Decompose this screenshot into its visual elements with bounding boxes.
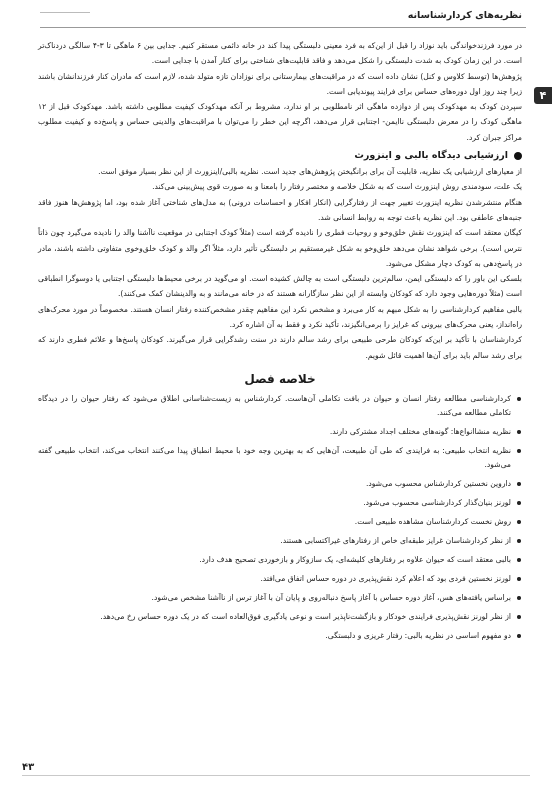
bullet-icon [517,501,521,505]
bullet-icon [517,539,521,543]
summary-item-text: لورنز نخستین فردی بود که اعلام کرد نقش‌پذیری در دوره حساس اتفاق می‌افتد. [260,574,511,584]
summary-item [38,629,522,643]
summary-item [38,496,522,510]
paragraph: در مورد فرزندخواندگی باید نوزاد را قبل از این‌که به فرد معینی دلبستگی پیدا کند در خانه دائمی مستقر کنیم. جدایی بین ۶ ماهگی تا ۳-۴ سالگی دردناک‌تر است. در این زمان کودک به شدت دلبستگی را شکل می‌دهد و فاقد قابلیت‌های شناختی برای کنار آمدن با جدایی است. [38,41,522,66]
summary-item-text: از نظر لورنز نقش‌پذیری فرایندی خودکار و بازگشت‌ناپذیر است و نوعی یادگیری فوق‌العاده است که در یک دوره حساس رخ می‌دهد. [100,612,511,622]
bullet-icon [517,615,521,619]
summary-item [38,425,522,439]
summary-item [38,610,522,624]
summary-item-text: نظریه انتخاب طبیعی: به فرایندی که طی آن طبیعت، آن‌هایی که به بهترین وجه خود با محیط انطباق پیدا می‌کنند انتخاب می‌کند، انتخاب طبیعی گفته می‌شود. [38,446,511,470]
bullet-icon [514,152,522,160]
summary-item [38,392,522,420]
summary-item-text: لورنز بنیان‌گذار کردارشناسی محسوب می‌شود. [363,498,511,508]
section-paragraph: یک علت، سودمندی روش اینزورث است که به شکل خلاصه و مختصر رفتار را بامعنا و به صورت قوی پیش‌بینی می‌کند. [152,182,522,192]
footer-rule [22,775,530,776]
summary-item [38,477,522,491]
bullet-icon [517,482,521,486]
summary-list [38,392,522,644]
bullet-icon [517,558,521,562]
running-head-title: نظریه‌های کردارشناسانه [407,10,522,21]
page-number: ۴۳ [22,762,35,773]
page-header [0,0,552,30]
summary-item-text: داروین نخستین کردارشناس محسوب می‌شود. [365,479,511,489]
summary-item-text: از نظر کردارشناسان غرایز طبقه‌ای خاص از رفتارهای غیراکتسابی هستند. [280,536,511,546]
summary-item-text: بالبی معتقد است که حیوان علاوه بر رفتارهای کلیشه‌ای، یک سازوکار و بازخوردی تصحیح هدف دارد. [199,555,511,565]
summary-item-text: دو مفهوم اساسی در نظریه بالبی: رفتار غریزی و دلبستگی. [325,631,511,641]
page-content [38,38,522,648]
section-paragraph: بالبی مفاهیم کردارشناسی را به شکل مبهم به کار می‌برد و مشخص نکرد این مفاهیم چقدر مشخص‌کننده رفتار انسان هستند. مخصوصاً در مورد محرک‌های راه‌انداز، یعنی محرک‌های بیرونی که غرایز را برمی‌انگیزند، تأکید نکرد و فقط به آن اشاره کرد. [38,304,522,330]
summary-item [38,572,522,586]
section-paragraph: بلسکی این باور را که دلبستگی ایمن، سالم‌ترین دلبستگی است به چالش کشیده است. او می‌گوید در برخی محیط‌ها دلبستگی اجتنابی یا دوسوگرا انطباقی است (مثلاً دوره‌هایی وجود دارد که کودکان وابسته از این نظر سازگارانه هستند که در خانه می‌مانند و به والدینشان کمک می‌کنند). [38,274,522,299]
bullet-icon [517,520,521,524]
section-heading: ارزشیابی دیدگاه بالبی و اینزورث [354,150,508,162]
section-paragraph: هنگام منتشرشدن نظریه اینزورث تغییر جهت از رفتارگرایی (انکار افکار و احساسات درونی) به مدل‌های شناختی آغاز شده بود، اما پژوهش‌ها هنوز فاقد جنبه‌های عاطفی بود. این نظریه باعث توجه به روابط انسانی شد. [38,197,522,222]
summary-item-text: کردارشناسی مطالعه رفتار انسان و حیوان در بافت تکاملی آن‌هاست. کردارشناس به زیست‌شناسانی اطلاق می‌شود که رفتار حیوان را در دیدگاه تکاملی مطالعه می‌کنند. [38,393,511,418]
summary-item [38,553,522,567]
section-paragraph: کیگان معتقد است که اینزورث نقش خلق‌وخو و روحیات فطری را نادیده گرفته است (مثلاً کودک اجتنابی در موقعیت ناآشنا والد را نادیده می‌گیرد چون ذاتاً نترس است). برخی شواهد نشان می‌دهد خلق‌وخو به شکل غیرمستقیم بر دلبستگی تأثیر دارد، مثلاً اگر والد و کودک خلق‌وخوی متفاوتی داشته باشند، مادر در پاسخ‌دهی به کودک دچار مشکل می‌شود. [38,228,522,268]
section-paragraph: کردارشناسان با تأکید بر این‌که کودکان طرحی طبیعی برای رشد سالم دارند در سنت رشدگرایی قرار می‌گیرند. کودکان پاسخ‌ها و علائم فطری دارند که برای رشد سالم باید برای آن‌ها اهمیت قائل شویم. [38,335,522,360]
summary-item [38,591,522,605]
bullet-icon [517,397,521,401]
chapter-tab: ۴ [534,87,552,104]
summary-item [38,534,522,548]
header-rule [40,27,526,28]
section-heading-row [38,150,522,161]
paragraph: پژوهش‌ها (توسط کلاوس و کنل) نشان داده است که در مراقبت‌های بیمارستانی برای نوزادان تازه متولد شده، لازم است که مادران کنار فرزندانشان باشند زیرا چند روز اول دوره‌های حساس برای فرایند پیوندیابی است. [38,71,522,96]
paragraph: سپردن کودک به مهدکودک پس از دوازده ماهگی اثر نامطلوبی بر او ندارد، مشروط بر آنکه مهدکودک کیفیت مطلوبی داشته باشد. مهدکودک قبل از ۱۲ ماهگی کودک را در معرض دلبستگی ناایمن- اجتنابی قرار می‌دهد، اگرچه این خطر را می‌توان با مراقبت‌های والدینی حساس و پاسخ‌ده و کیفیت مطلوب مراکز جبران کرد. [38,102,522,142]
bullet-icon [517,449,521,453]
bullet-icon [517,430,521,434]
section-paragraph: از معیارهای ارزشیابی یک نظریه، قابلیت آن برای برانگیختن پژوهش‌های جدید است. نظریه بالبی/اینزورث از این نظر بسیار موفق است. [98,167,522,177]
summary-item [38,444,522,472]
bullet-icon [517,634,521,638]
summary-heading: خلاصه فصل [244,371,316,386]
header-decoration [40,8,90,18]
summary-item-text: نظریه منشاانواع‌ها: گونه‌های مختلف اجداد مشترکی دارند. [329,427,511,437]
bullet-icon [517,596,521,600]
summary-item-text: روش نخست کردارشناسان مشاهده طبیعی است. [354,517,511,527]
bullet-icon [517,577,521,581]
summary-item [38,515,522,529]
summary-item-text: براساس یافته‌های هس، آغاز دوره حساس با آغاز پاسخ دنباله‌روی و پایان آن با آغاز ترس از ناآشنا مشخص می‌شود. [151,593,511,603]
